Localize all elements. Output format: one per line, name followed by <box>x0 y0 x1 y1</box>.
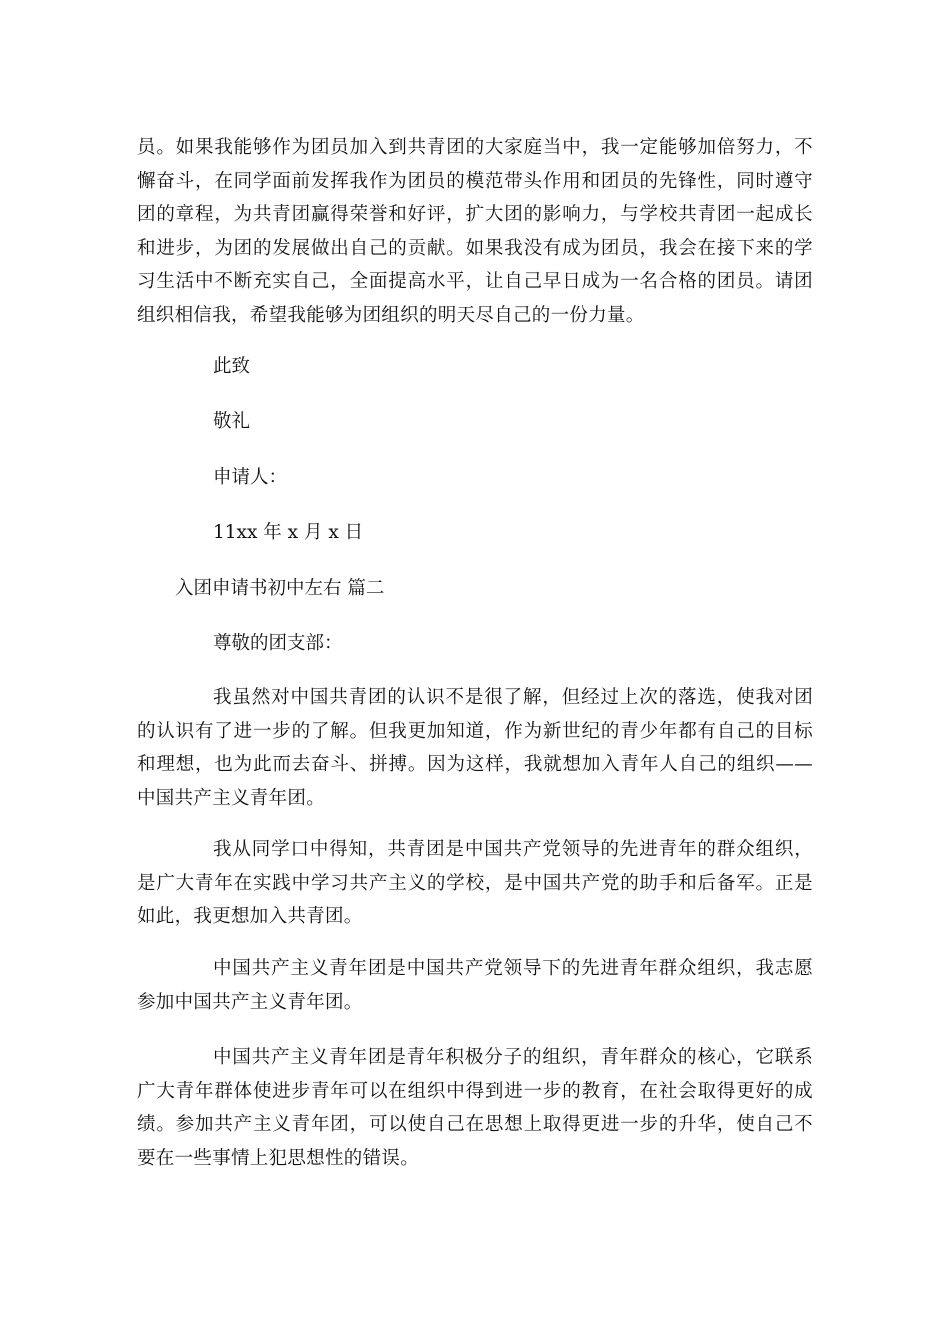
paragraph-3: 中国共产主义青年团是中国共产党领导下的先进青年群众组织，我志愿参加中国共产主义青年团。 <box>137 958 813 1013</box>
paragraph-4: 中国共产主义青年团是青年积极分子的组织，青年群众的核心，它联系广大青年群体使进步青年可以在组织中得到进一步的教育，在社会取得更好的成绩。参加共产主义青年团，可以使自己在思想上取得更进一步的升华，使自己不要在一些事情上犯思想性的错误。 <box>137 1047 813 1169</box>
paragraph-2: 我从同学口中得知，共青团是中国共产党领导的先进青年的群众组织，是广大青年在实践中学习共产主义的学校，是中国共产党的助手和后备军。正是如此，我更想加入共青团。 <box>137 839 813 927</box>
paragraph-1: 我虽然对中国共青团的认识不是很了解，但经过上次的落选，使我对团的认识有了进一步的了解。但我更加知道，作为新世纪的青少年都有自己的目标和理想，也为此而去奋斗、拼搏。因为这样，我就想加入青年人自己的组织——中国共产主义青年团。 <box>137 687 813 809</box>
closing-greeting: 此致 <box>213 356 251 377</box>
paragraph-intro: 员。如果我能够作为团员加入到共青团的大家庭当中，我一定能够加倍努力，不懈奋斗，在同学面前发挥我作为团员的模范带头作用和团员的先锋性，同时遵守团的章程，为共青团赢得荣誉和好评，扩大团的影响力，与学校共青团一起成长和进步，为团的发展做出自己的贡献。如果我没有成为团员，我会在接下来的学习生活中不断充实自己，全面提高水平，让自己早日成为一名合格的团员。请团组织相信我，希望我能够为团组织的明天尽自己的一份力量。 <box>137 137 813 326</box>
section-title: 入团申请书初中左右 篇二 <box>175 578 385 599</box>
date-line: 11xx 年 x 月 x 日 <box>213 522 364 543</box>
salutation: 尊敬的团支部： <box>213 633 343 654</box>
applicant-label: 申请人： <box>213 467 288 488</box>
closing-salute: 敬礼 <box>213 411 251 432</box>
